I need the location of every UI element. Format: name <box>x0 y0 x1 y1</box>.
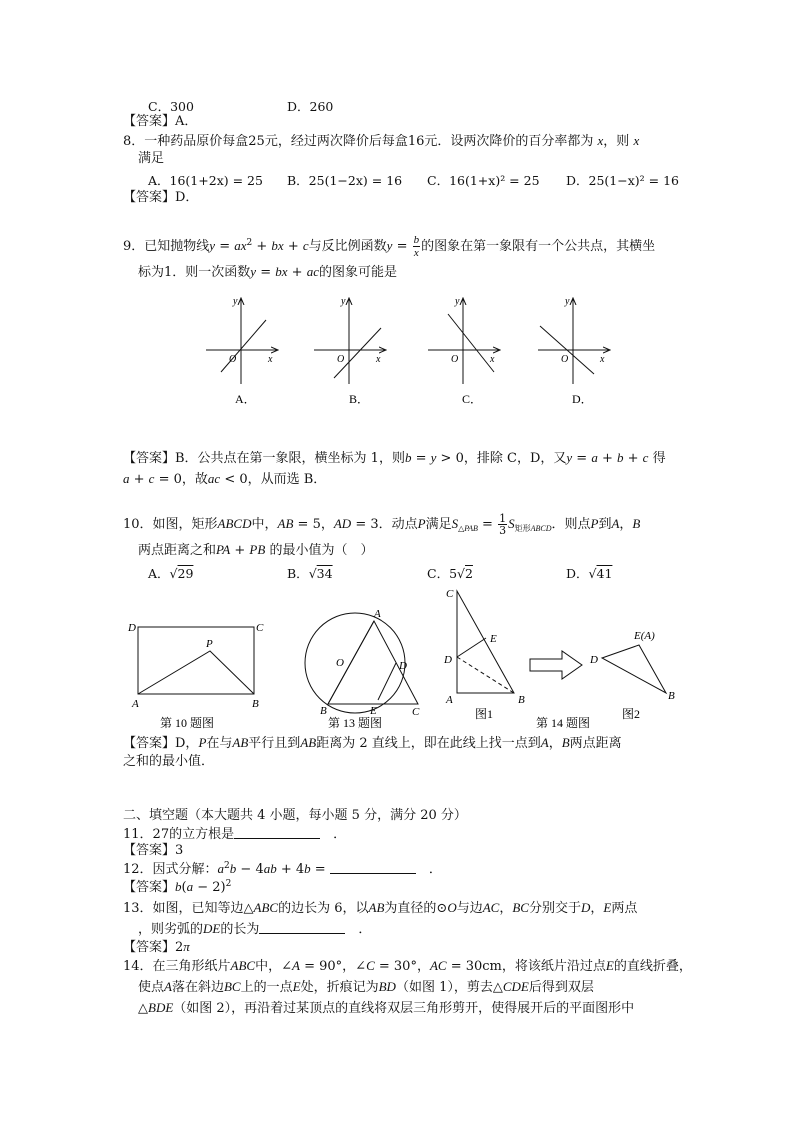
svg-text:C: C <box>446 588 454 600</box>
svg-text:B: B <box>518 694 525 706</box>
q13-question-line1: 13．如图，已知等边△ABC的边长为 6，以AB为直径的⊙O与边AC，BC分别交于D，E两点 <box>123 900 638 916</box>
svg-text:E(A): E(A) <box>634 630 655 642</box>
q9-graph-c <box>428 296 500 406</box>
svg-text:E: E <box>490 633 497 645</box>
q10-option-c: C．5√2 <box>427 566 473 581</box>
fig14-arrow <box>530 651 582 679</box>
q9-graph-a-label: A． <box>235 392 256 406</box>
q9-graph-a-origin: O <box>229 354 237 365</box>
svg-text:D: D <box>399 660 407 672</box>
q10-answer-line1: 【答案】D，P在与AB平行且到AB距离为 2 直线上，即在此线上找一点到A，B两点距离 <box>123 735 622 751</box>
q9-graph-c-label: C． <box>462 392 483 406</box>
q9-graph-d-x-label: x <box>600 354 605 365</box>
q10-option-b: B．√34 <box>287 566 333 581</box>
fig10-rectangle <box>127 622 264 710</box>
q9-graph-b <box>314 296 386 406</box>
q9-graph-a-y-label: y <box>233 296 238 307</box>
q9-graph-c-x-label: x <box>490 354 495 365</box>
q9-answer-line1: 【答案】B．公共点在第一象限，横坐标为 1，则b = y > 0，排除 C，D，又y = a + b + c 得 <box>123 450 666 466</box>
q12-question: 12．因式分解：$a^2b - 4ab + 4b$ = ． <box>123 861 442 877</box>
q14-question-line3: △BDE（如图 2），再沿着过某顶点的直线将双层三角形剪开，使得展开后的平面图形中 <box>138 1000 635 1016</box>
svg-text:D: D <box>128 622 136 634</box>
svg-text:D: D <box>590 654 598 666</box>
figures-row <box>122 585 692 735</box>
q9-graph-c-y-label: y <box>455 296 460 307</box>
svg-text:A: A <box>446 694 453 706</box>
q9-graph-d-label: D． <box>572 392 593 406</box>
q8-option-d: D．25(1−x)² = 16 <box>566 173 679 188</box>
q9-question-line1: 9．已知抛物线$y = ax^2$ + bx + c与反比例函数y = $\frac{b}{x}$ 的图象在第一象限有一个公共点，其横坐 <box>123 234 656 259</box>
q10-question-line2: 两点距离之和PA + PB 的最小值为（ ） <box>138 542 374 558</box>
svg-text:D: D <box>444 654 452 666</box>
q8-option-b: B．25(1−2x) = 16 <box>287 173 403 188</box>
svg-text:O: O <box>336 657 344 669</box>
fig13-caption: 第 13 题图 <box>328 716 383 730</box>
section2-heading: 二、填空题（本大题共 4 小题，每小题 5 分，满分 20 分） <box>123 808 467 823</box>
q9-question-line2: 标为1．则一次函数y = bx + ac的图象可能是 <box>138 264 397 280</box>
q9-graphs <box>196 292 626 412</box>
q10-option-a: A．√29 <box>148 566 194 581</box>
q9-graph-d-origin: O <box>561 354 569 365</box>
q14-question-line2: 使点A落在斜边BC上的一点E处，折痕记为BD（如图 1），剪去△CDE后得到双层 <box>138 979 594 995</box>
fig14-caption: 第 14 题图 <box>536 716 591 730</box>
q9-graph-b-x-label: x <box>376 354 381 365</box>
svg-text:A: A <box>132 698 139 710</box>
q8-option-a: A．16(1+2x) = 25 <box>148 173 263 188</box>
q9-graph-d-y-label: y <box>565 296 570 307</box>
q8-option-c: C．16(1+x)² = 25 <box>427 173 540 188</box>
q8-question-line2: 满足 <box>138 151 165 166</box>
q9-graph-d <box>538 296 610 406</box>
q7-option-c: C．300 <box>148 99 194 114</box>
fig14-subcaption-2: 图2 <box>622 707 641 721</box>
q9-graph-a <box>206 296 278 406</box>
q13-question-line2: ，则劣弧的DE的长为 ． <box>138 921 372 937</box>
q8-question: 8．一种药品原价每盒25元，经过两次降价后每盒16元．设两次降价的百分率都为 x，则 x <box>123 133 640 149</box>
q9-answer-line2: a + c = 0，故ac < 0，从而选 B． <box>123 471 327 487</box>
q12-answer: 【答案】$b(a - 2)^2$ <box>123 879 232 895</box>
q8-answer: 【答案】D． <box>123 190 199 205</box>
fig13-circle-triangle <box>305 608 420 718</box>
q9-graph-a-x-label: x <box>268 354 273 365</box>
fig14-subcaption-1: 图1 <box>475 707 494 721</box>
q7-answer: 【答案】A． <box>123 114 198 129</box>
q11-question: 11．27的立方根是 ． <box>123 827 347 842</box>
svg-text:C: C <box>256 622 264 634</box>
svg-text:A: A <box>374 608 381 620</box>
q10-option-d: D．√41 <box>566 566 613 581</box>
q9-graph-b-label: B． <box>349 392 370 406</box>
svg-text:E: E <box>370 705 377 717</box>
q9-graph-c-origin: O <box>451 354 459 365</box>
svg-text:P: P <box>206 638 213 650</box>
svg-text:B: B <box>320 705 327 717</box>
q9-graph-b-y-label: y <box>341 296 346 307</box>
svg-text:B: B <box>668 690 675 702</box>
q14-question-line1: 14．在三角形纸片ABC中，∠A = 90°，∠C = 30°，AC = 30cm，将该纸片沿过点E的直线折叠， <box>123 958 692 974</box>
fig10-caption: 第 10 题图 <box>160 716 215 730</box>
fig14-figure2 <box>589 630 675 702</box>
q7-option-d: D．260 <box>287 99 334 114</box>
svg-text:C: C <box>412 706 420 718</box>
q10-question-line1: 10．如图，矩形ABCD中，AB = 5，AD = 3．动点P满足$S_{\triangle PAB}$ = $\frac{1}{3}$ $S_{矩形ABCD}$．则点P到A，B <box>123 512 641 537</box>
svg-text:B: B <box>252 698 259 710</box>
q13-answer: 【答案】2π <box>123 939 190 955</box>
q11-answer: 【答案】3 <box>123 843 184 858</box>
q10-answer-line2: 之和的最小值． <box>123 754 215 769</box>
fig14-figure1 <box>443 588 525 706</box>
q9-graph-b-origin: O <box>337 354 345 365</box>
